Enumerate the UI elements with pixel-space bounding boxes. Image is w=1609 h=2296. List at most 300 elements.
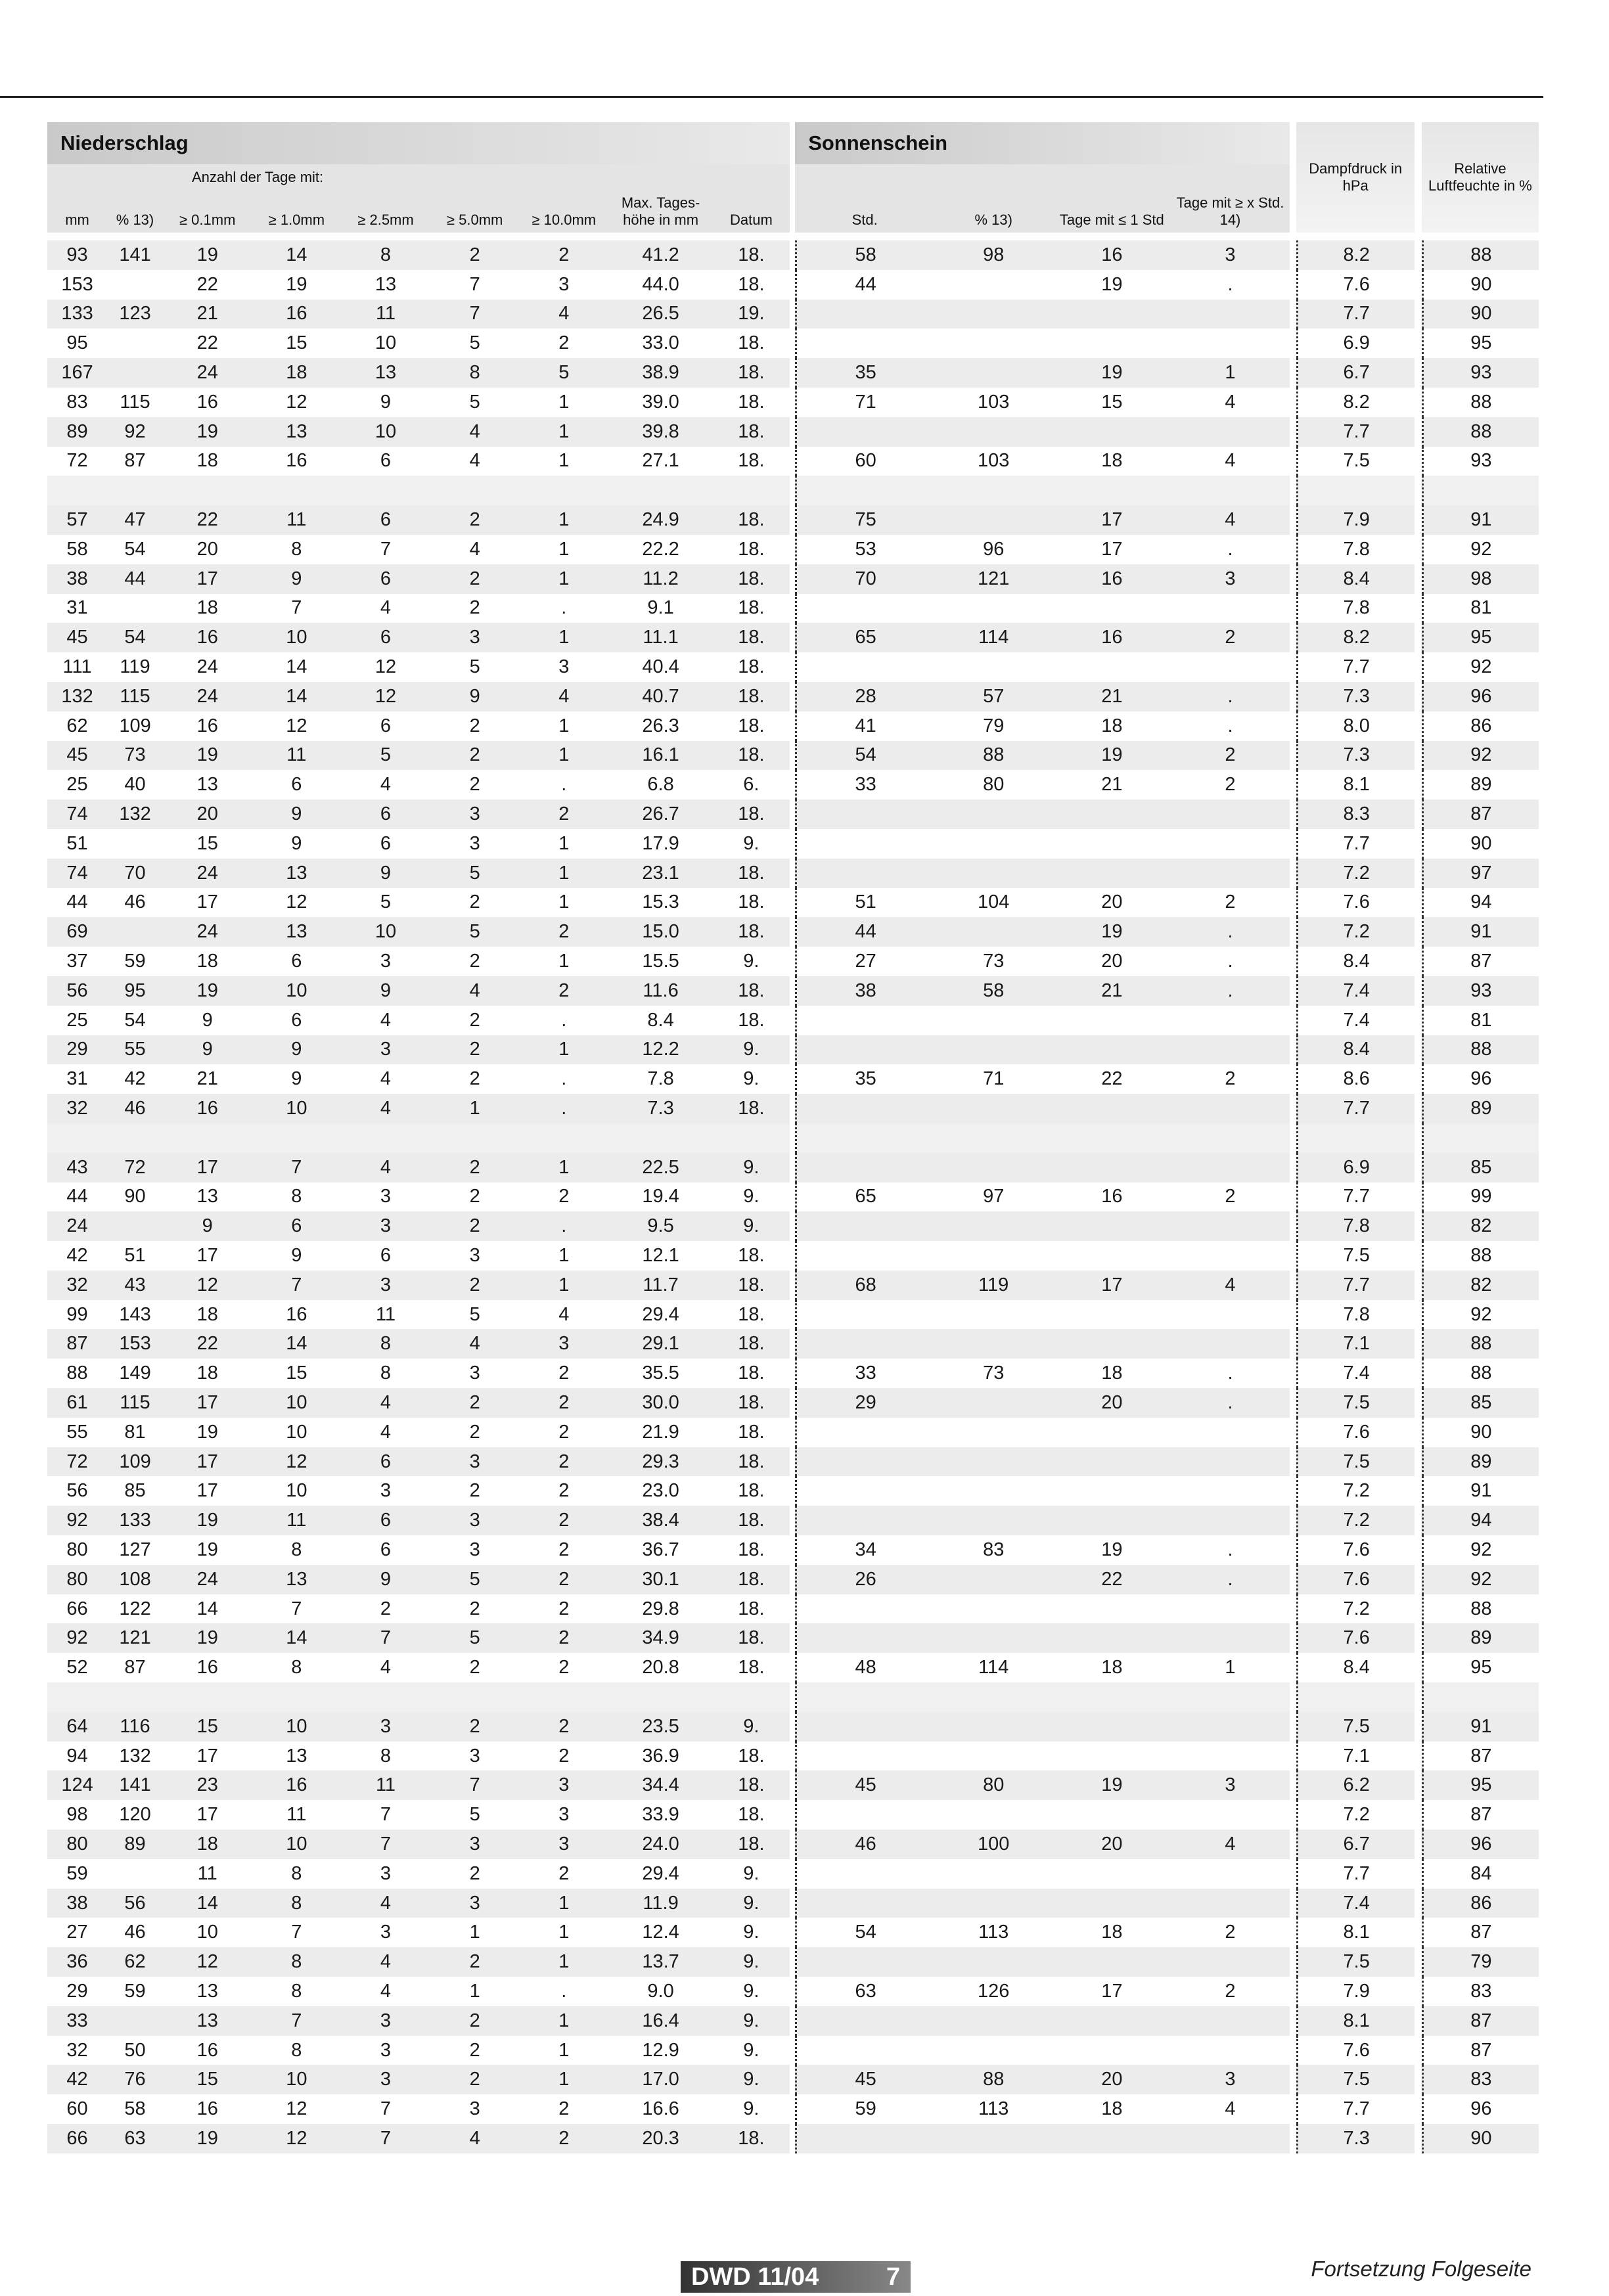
cell-d100: 1 <box>519 505 608 535</box>
cell-mm: 31 <box>66 597 88 619</box>
col-sun-percent: % 13) <box>934 191 1053 233</box>
cell-d01: 19 <box>163 417 252 447</box>
cell-d100: 4 <box>519 300 608 329</box>
cell-d10: 6 <box>291 951 302 972</box>
cell-d100: 3 <box>558 1804 570 1826</box>
cell-mm: 44 <box>66 891 88 913</box>
cell-spct <box>934 1565 1053 1594</box>
cell-tx <box>1171 2006 1289 2036</box>
cell-d50: 2 <box>469 1480 480 1502</box>
cell-d10: 16 <box>252 300 342 329</box>
cell-pct: 92 <box>107 417 163 447</box>
cell-std <box>795 1094 934 1123</box>
cell-d10: 14 <box>252 1623 342 1653</box>
cell-d01: 16 <box>163 1094 252 1123</box>
table-row <box>47 2094 1539 2124</box>
cell-d50: 3 <box>430 799 520 829</box>
cell-tx: . <box>1227 715 1233 736</box>
cell-pct: 121 <box>107 1623 163 1653</box>
cell-spct <box>934 2006 1053 2036</box>
table-row <box>47 358 1539 388</box>
cell-d10: 11 <box>252 505 342 535</box>
cell-mm: 66 <box>66 1598 88 1619</box>
cell-mm: 83 <box>66 391 88 413</box>
cell-d50: 2 <box>430 1035 520 1065</box>
cell-max: 11.2 <box>608 564 713 594</box>
cell-dampf: 7.4 <box>1296 1359 1415 1388</box>
cell-feuchte: 94 <box>1422 1506 1539 1535</box>
cell-d01: 17 <box>196 1244 218 1266</box>
table-row <box>47 1094 1539 1123</box>
cell-d10: 9 <box>252 799 342 829</box>
cell-dampf: 7.6 <box>1296 270 1415 300</box>
cell-d50: 3 <box>430 1889 520 1918</box>
cell-d25: 6 <box>341 564 430 594</box>
cell-d50: 3 <box>430 1830 520 1859</box>
cell-mm: 58 <box>66 538 88 560</box>
cell-spct: 119 <box>934 1271 1053 1300</box>
cell-d25: 6 <box>341 1447 430 1477</box>
cell-d10: 11 <box>252 741 342 771</box>
table-row <box>47 240 1539 270</box>
table-row <box>47 1182 1539 1212</box>
cell-t1: 16 <box>1053 564 1171 594</box>
cell-feuchte: 92 <box>1422 652 1539 682</box>
cell-std <box>795 2036 934 2065</box>
cell-feuchte: 91 <box>1422 1712 1539 1742</box>
cell-d01: 12 <box>163 1271 252 1300</box>
cell-spct: 100 <box>934 1830 1053 1859</box>
cell-d01: 24 <box>163 358 252 388</box>
table-row <box>47 1947 1539 1977</box>
cell-datum: 18. <box>713 1770 790 1800</box>
cell-std <box>795 1594 934 1624</box>
cell-datum: 18. <box>738 715 765 736</box>
cell-mm: 33 <box>47 2006 107 2036</box>
cell-d25: 7 <box>341 1623 430 1653</box>
cell-spct <box>934 1241 1053 1271</box>
cell-tx <box>1171 1889 1289 1918</box>
cell-datum: 18. <box>738 1598 765 1619</box>
table-row <box>47 652 1539 682</box>
cell-dampf: 7.6 <box>1296 1565 1415 1594</box>
cell-d25: 13 <box>341 358 430 388</box>
cell-d10: 14 <box>252 1329 342 1359</box>
table-row <box>47 1653 1539 1682</box>
table-row <box>47 1241 1539 1271</box>
cell-t1 <box>1053 1594 1171 1624</box>
cell-d100: 2 <box>519 1447 608 1477</box>
cell-feuchte: 84 <box>1422 1859 1539 1889</box>
cell-feuchte: 79 <box>1422 1947 1539 1977</box>
cell-d01: 11 <box>197 1862 217 1884</box>
cell-spct: 114 <box>978 1657 1009 1678</box>
cell-spct <box>934 1623 1053 1653</box>
cell-d100: 2 <box>519 1565 608 1594</box>
cell-datum: 18. <box>713 682 790 711</box>
cell-datum: 18. <box>738 450 765 472</box>
cell-d01: 19 <box>163 741 252 771</box>
cell-pct: 40 <box>124 774 146 796</box>
cell-pct: 46 <box>107 1094 163 1123</box>
cell-d50: 3 <box>469 832 480 854</box>
cell-datum: 9. <box>713 2065 790 2094</box>
cell-tx: . <box>1227 538 1233 560</box>
cell-pct: 153 <box>107 1329 163 1359</box>
cell-t1 <box>1053 300 1171 329</box>
cell-d10: 8 <box>291 538 302 560</box>
cell-spct <box>934 2036 1053 2065</box>
cell-d100: 1 <box>558 2039 570 2061</box>
cell-t1: 18 <box>1101 450 1123 472</box>
cell-feuchte: 98 <box>1422 564 1539 594</box>
cell-d100: 2 <box>558 1598 570 1619</box>
cell-d50: 4 <box>469 450 480 472</box>
cell-dampf: 7.6 <box>1296 1418 1415 1447</box>
cell-tx <box>1171 799 1289 829</box>
cell-d50: 7 <box>430 1770 520 1800</box>
cell-pct: 59 <box>124 951 146 972</box>
cell-feuchte: 90 <box>1422 2124 1539 2153</box>
cell-mm: 43 <box>47 1153 107 1182</box>
cell-pct <box>107 358 163 388</box>
cell-d25: 6 <box>341 623 430 652</box>
cell-pct: 59 <box>124 1980 146 2002</box>
cell-d10: 9 <box>252 1035 342 1065</box>
cell-d100: 3 <box>558 273 570 295</box>
cell-feuchte: 87 <box>1422 2036 1539 2065</box>
cell-std: 35 <box>795 1064 934 1094</box>
cell-d01: 17 <box>163 564 252 594</box>
cell-datum: 18. <box>738 1480 765 1502</box>
cell-d50: 2 <box>430 505 520 535</box>
cell-d01: 14 <box>163 1889 252 1918</box>
cell-spct <box>934 1447 1053 1477</box>
cell-tx: 3 <box>1171 1770 1289 1800</box>
cell-mm: 32 <box>47 1271 107 1300</box>
cell-max: 16.1 <box>608 741 713 771</box>
cell-d25: 6 <box>380 450 392 472</box>
cell-tx: 2 <box>1171 623 1289 652</box>
cell-datum: 9. <box>713 1153 790 1182</box>
cell-d50: 5 <box>469 1303 480 1325</box>
cell-d50: 5 <box>430 917 520 947</box>
cell-d50: 4 <box>469 538 480 560</box>
cell-pct: 51 <box>124 1244 146 1266</box>
cell-d50: 2 <box>430 2065 520 2094</box>
cell-tx <box>1171 1623 1289 1653</box>
cell-datum: 18. <box>738 1009 765 1031</box>
cell-d25: 6 <box>380 715 392 736</box>
cell-std <box>795 859 934 888</box>
cell-d100: 2 <box>558 2098 570 2120</box>
cell-datum: 18. <box>738 597 765 619</box>
cell-d25: 4 <box>380 1980 392 2002</box>
cell-max: 23.5 <box>608 1712 713 1742</box>
cell-tx: 4 <box>1225 450 1236 472</box>
cell-feuchte: 86 <box>1422 711 1539 741</box>
cell-mm: 72 <box>66 450 88 472</box>
cell-d25: 8 <box>341 240 430 270</box>
cell-d50: 3 <box>469 1244 480 1266</box>
cell-spct: 80 <box>983 774 1005 796</box>
cell-d10: 12 <box>286 891 307 913</box>
cell-d01: 23 <box>163 1770 252 1800</box>
cell-std: 28 <box>795 682 934 711</box>
table-row <box>47 1800 1539 1830</box>
cell-max: 11.1 <box>608 623 713 652</box>
table-row <box>47 2065 1539 2094</box>
cell-pct: 149 <box>119 1362 151 1384</box>
cell-std <box>795 1712 934 1742</box>
cell-d10: 13 <box>252 859 342 888</box>
cell-tx <box>1171 1447 1289 1477</box>
cell-d25: 6 <box>341 1506 430 1535</box>
cell-d100: 2 <box>519 1506 608 1535</box>
cell-d50: 5 <box>430 859 520 888</box>
cell-d01: 17 <box>196 891 218 913</box>
cell-feuchte: 88 <box>1422 388 1539 417</box>
cell-tx: 4 <box>1225 391 1236 413</box>
cell-max: 40.7 <box>608 682 713 711</box>
cell-tx <box>1171 328 1289 358</box>
group-separator-row <box>47 476 1539 505</box>
cell-d10: 8 <box>291 2039 302 2061</box>
cell-spct: 73 <box>983 951 1005 972</box>
cell-datum: 18. <box>713 1447 790 1477</box>
cell-max: 7.3 <box>608 1094 713 1123</box>
cell-datum: 18. <box>713 358 790 388</box>
cell-tx <box>1171 1859 1289 1889</box>
cell-datum: 18. <box>738 1421 765 1443</box>
cell-dampf: 7.8 <box>1296 1211 1415 1241</box>
cell-d50: 3 <box>469 1745 480 1767</box>
cell-std <box>795 652 934 682</box>
cell-d01: 22 <box>163 505 252 535</box>
cell-d10: 10 <box>252 2065 342 2094</box>
table-body <box>47 240 1539 2153</box>
cell-d10: 13 <box>252 417 342 447</box>
cell-d25: 3 <box>341 1271 430 1300</box>
cell-std <box>795 1476 934 1506</box>
climate-data-table-container <box>47 122 1539 2153</box>
cell-d10: 8 <box>291 1657 302 1678</box>
cell-d01: 18 <box>196 597 218 619</box>
cell-pct: 43 <box>107 1271 163 1300</box>
cell-t1 <box>1053 1623 1171 1653</box>
cell-max: 22.2 <box>642 538 679 560</box>
cell-std <box>795 1211 934 1241</box>
cell-d100: . <box>561 1009 567 1031</box>
cell-d01: 19 <box>196 1539 218 1560</box>
table-row <box>47 829 1539 859</box>
cell-d100: 1 <box>519 1271 608 1300</box>
cell-datum: 18. <box>713 2124 790 2153</box>
cell-max: 15.0 <box>608 917 713 947</box>
cell-datum: 18. <box>713 417 790 447</box>
cell-feuchte: 87 <box>1422 1800 1539 1830</box>
cell-feuchte: 97 <box>1422 859 1539 888</box>
cell-mm: 111 <box>62 656 92 678</box>
cell-d25: 10 <box>374 332 397 354</box>
cell-t1 <box>1053 1241 1171 1271</box>
cell-t1 <box>1053 799 1171 829</box>
cell-d50: 4 <box>430 1329 520 1359</box>
cell-t1 <box>1053 2124 1171 2153</box>
cell-dampf: 6.9 <box>1296 1153 1415 1182</box>
cell-feuchte: 86 <box>1422 1889 1539 1918</box>
cell-mm: 25 <box>66 774 88 796</box>
cell-pct: 73 <box>107 741 163 771</box>
cell-datum: 18. <box>713 859 790 888</box>
cell-tx: 1 <box>1171 358 1289 388</box>
cell-spct <box>934 1211 1053 1241</box>
cell-datum: 18. <box>738 1303 765 1325</box>
cell-d25: 7 <box>341 1830 430 1859</box>
cell-pct <box>107 594 163 623</box>
cell-datum: 18. <box>738 891 765 913</box>
cell-d50: 8 <box>430 358 520 388</box>
cell-d01: 14 <box>196 1598 218 1619</box>
cell-t1: 21 <box>1053 976 1171 1006</box>
cell-dampf: 7.2 <box>1296 1476 1415 1506</box>
cell-tx <box>1171 1329 1289 1359</box>
cell-feuchte: 92 <box>1422 1535 1539 1565</box>
cell-d100: 1 <box>519 564 608 594</box>
continued-note: Fortsetzung Folgeseite <box>1311 2257 1531 2281</box>
cell-d01: 20 <box>196 538 218 560</box>
cell-mm: 32 <box>66 2039 88 2061</box>
cell-tx <box>1171 1947 1289 1977</box>
cell-mm: 64 <box>47 1712 107 1742</box>
cell-d01: 15 <box>163 2065 252 2094</box>
cell-d01: 21 <box>163 300 252 329</box>
cell-max: 11.6 <box>608 976 713 1006</box>
cell-d50: 5 <box>469 656 480 678</box>
cell-spct: 114 <box>934 623 1053 652</box>
cell-d100: 1 <box>558 715 570 736</box>
cell-std: 54 <box>795 741 934 771</box>
cell-d100: 1 <box>519 741 608 771</box>
cell-feuchte: 92 <box>1422 741 1539 771</box>
cell-mm: 52 <box>66 1657 88 1678</box>
table-row <box>47 1153 1539 1182</box>
cell-d100: 3 <box>558 656 570 678</box>
col-datum: Datum <box>713 191 790 233</box>
cell-spct: 57 <box>934 682 1053 711</box>
cell-d100: 2 <box>519 917 608 947</box>
cell-pct: 54 <box>124 1009 146 1031</box>
cell-dampf: 7.3 <box>1296 2124 1415 2153</box>
cell-d10: 6 <box>252 1211 342 1241</box>
cell-d10: 9 <box>252 564 342 594</box>
col-max-tageshoehe: Max. Tages- höhe in mm <box>608 191 713 233</box>
cell-tx: 3 <box>1171 564 1289 594</box>
cell-t1: 17 <box>1053 1271 1171 1300</box>
cell-dampf: 8.2 <box>1296 240 1415 270</box>
cell-pct: 141 <box>107 240 163 270</box>
cell-datum: 18. <box>713 799 790 829</box>
cell-mm: 92 <box>47 1506 107 1535</box>
cell-spct <box>934 417 1053 447</box>
cell-d01: 24 <box>196 656 218 678</box>
cell-mm: 38 <box>47 1889 107 1918</box>
cell-t1 <box>1053 1889 1171 1918</box>
cell-d01: 16 <box>196 715 218 736</box>
cell-mm: 87 <box>47 1329 107 1359</box>
cell-d50: 2 <box>430 564 520 594</box>
cell-datum: 18. <box>713 1506 790 1535</box>
cell-mm: 51 <box>66 832 88 854</box>
cell-d10: 10 <box>286 1480 307 1502</box>
cell-d10: 19 <box>286 273 307 295</box>
table-row <box>47 770 1539 799</box>
cell-d25: 12 <box>374 656 397 678</box>
table-row <box>47 1565 1539 1594</box>
cell-max: 23.0 <box>642 1480 679 1502</box>
cell-t1 <box>1053 328 1171 358</box>
cell-mm: 45 <box>47 741 107 771</box>
cell-pct: 115 <box>120 391 150 413</box>
cell-d01: 16 <box>196 1657 218 1678</box>
cell-feuchte: 90 <box>1422 300 1539 329</box>
cell-max: 13.7 <box>608 1947 713 1977</box>
cell-d01: 19 <box>163 976 252 1006</box>
cell-tx: . <box>1227 951 1233 972</box>
cell-pct <box>107 328 163 358</box>
cell-tx <box>1171 1742 1289 1771</box>
cell-d10: 6 <box>291 1009 302 1031</box>
cell-feuchte: 88 <box>1422 1594 1539 1624</box>
cell-max: 24.0 <box>608 1830 713 1859</box>
cell-d01: 13 <box>196 774 218 796</box>
dampfdruck-header: Dampfdruck in hPa <box>1296 122 1415 233</box>
cell-feuchte: 89 <box>1422 1094 1539 1123</box>
cell-pct: 56 <box>107 1889 163 1918</box>
cell-d50: 2 <box>430 1388 520 1418</box>
cell-t1: 22 <box>1053 1565 1171 1594</box>
cell-d01: 19 <box>163 1506 252 1535</box>
cell-t1 <box>1053 1447 1171 1477</box>
cell-feuchte: 91 <box>1422 917 1539 947</box>
cell-d01: 13 <box>196 1186 218 1207</box>
cell-tx <box>1171 652 1289 682</box>
cell-datum: 18. <box>738 273 765 295</box>
cell-mm: 93 <box>47 240 107 270</box>
cell-tx: . <box>1171 682 1289 711</box>
cell-tx: 3 <box>1171 2065 1289 2094</box>
cell-tx: . <box>1171 1565 1289 1594</box>
cell-pct: 55 <box>107 1035 163 1065</box>
table-row <box>47 2124 1539 2153</box>
cell-dampf: 7.7 <box>1296 652 1415 682</box>
cell-d100: 1 <box>519 2006 608 2036</box>
cell-d100: . <box>519 1094 608 1123</box>
cell-max: 12.2 <box>608 1035 713 1065</box>
cell-spct <box>934 859 1053 888</box>
cell-std <box>795 1006 934 1035</box>
cell-std: 60 <box>795 447 934 476</box>
cell-d100: 1 <box>519 1947 608 1977</box>
cell-t1: 20 <box>1101 951 1123 972</box>
cell-d50: 2 <box>430 1712 520 1742</box>
cell-mm: 89 <box>47 417 107 447</box>
table-row <box>47 947 1539 976</box>
cell-d50: 2 <box>430 741 520 771</box>
cell-dampf: 8.2 <box>1296 623 1415 652</box>
cell-d10: 12 <box>252 1447 342 1477</box>
cell-d01: 17 <box>196 1804 218 1826</box>
